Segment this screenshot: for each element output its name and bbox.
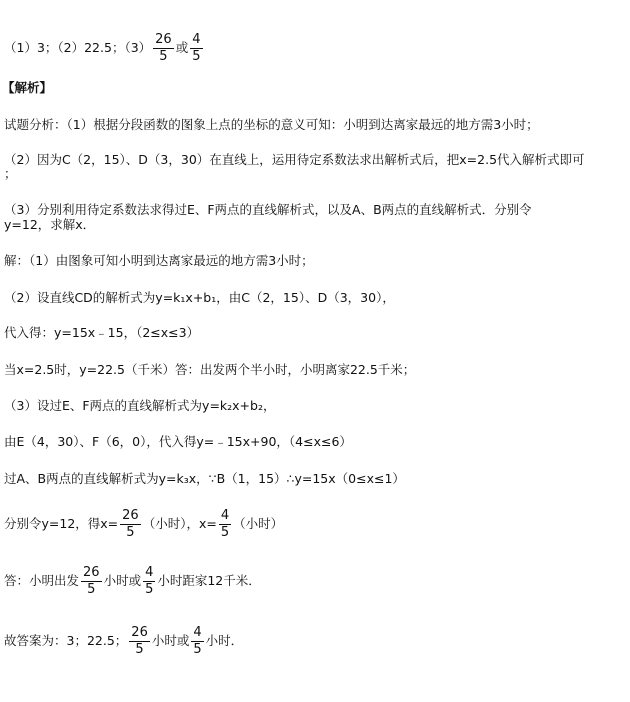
fraction [190,32,202,65]
solution-line-6: 由E（4，30）、F（6，0），代入得y=﹣15x+90，（4≤x≤6） [4,434,352,449]
fraction-numerator: 26 [83,565,100,580]
solution-text: （小时） [233,516,284,531]
solution-text: （小时），x= [142,516,217,531]
fraction-numerator: 4 [220,508,230,523]
solution-line-5: （3）设过E、F两点的直线解析式为y=k₂x+b₂， [4,398,276,413]
analysis-line-2a: （2）因为C（2，15）、D（3，30）在直线上，运用待定系数法求出解析式后，把x=2.5代入解析式即可 [4,152,585,167]
final-answer-line [4,625,243,658]
solution-text: 小时或 [103,573,142,588]
solution-text: 分别令y=12，得x= [4,516,119,531]
analysis-line-1: 试题分析：（1）根据分段函数的图象上点的坐标的意义可知：小明到达离家最远的地方需3小时； [4,117,539,132]
fraction-numerator: 4 [193,625,202,640]
solution-line-4: 当x=2.5时，y=22.5（千米）答：出发两个半小时，小明离家22.5千米； [4,362,416,377]
solution-line-1: 解：（1）由图象可知小明到达离家最远的地方需3小时； [4,253,314,268]
solution-line-3: 代入得：y=15x﹣15，（2≤x≤3） [4,325,200,340]
answer-or: 或 [175,40,189,55]
solution-text: 故答案为：3；22.5； [4,633,128,648]
solution-line-7: 过A、B两点的直线解析式为y=k₃x，∵B（1，15）∴y=15x（0≤x≤1） [4,471,405,486]
analysis-line-3a: （3）分别利用待定系数法求得过E、F两点的直线解析式，以及A、B两点的直线解析式．分别令 [4,202,532,217]
fraction-numerator: 4 [145,565,154,580]
analysis-line-2b: ； [4,166,17,181]
fraction [81,565,102,598]
fraction [120,508,141,541]
fraction [129,625,150,658]
answer-line [4,32,205,65]
solution-line-8 [4,508,283,541]
fraction-numerator: 26 [155,32,172,47]
fraction-denominator: 5 [192,49,201,64]
solution-text: 小时距家12千米． [157,573,261,588]
solution-line-2: （2）设直线CD的解析式为y=k₁x+b₁，由C（2，15）、D（3，30）， [4,290,395,305]
analysis-heading: 【解析】 [2,80,53,95]
fraction-numerator: 4 [192,32,201,47]
fraction-numerator: 26 [122,508,139,523]
analysis-line-3b: y=12，求解x． [4,217,96,232]
fraction-denominator: 5 [126,525,135,540]
fraction [153,32,174,65]
fraction-denominator: 5 [220,525,230,540]
fraction-denominator: 5 [145,582,154,597]
fraction-denominator: 5 [87,582,96,597]
fraction [219,508,231,541]
fraction-denominator: 5 [193,642,202,657]
solution-line-9 [4,565,261,598]
fraction-numerator: 26 [131,625,148,640]
answer-text: （1）3；（2）22.5；（3） [4,40,152,55]
solution-text: 答：小明出发 [4,573,80,588]
solution-text: 小时． [205,633,244,648]
solution-text: 小时或 [151,633,190,648]
fraction-denominator: 5 [135,642,144,657]
fraction [143,565,155,598]
fraction-denominator: 5 [159,49,168,64]
fraction [191,625,203,658]
